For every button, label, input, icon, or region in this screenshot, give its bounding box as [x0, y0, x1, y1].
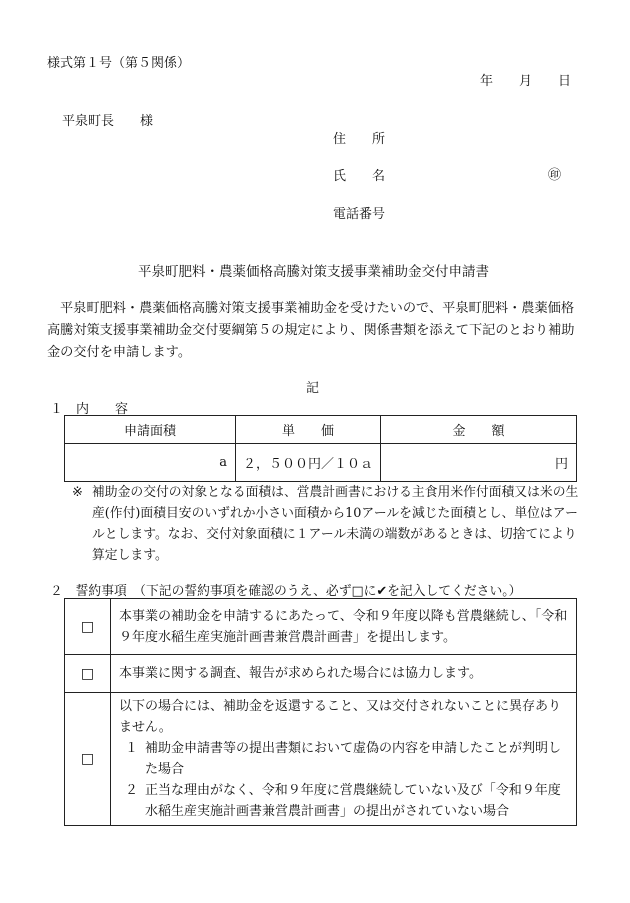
seal-mark: ㊞ [548, 168, 562, 183]
table-header-row [65, 416, 577, 444]
unit-price-value: ２，５００円／１０ａ [236, 444, 381, 482]
area-value: a [65, 444, 236, 482]
document-title: 平泉町肥料・農薬価格高騰対策支援事業補助金交付申請書 [138, 264, 489, 280]
sub-item-text: 正当な理由がなく、令和９年度に営農継続していない及び「令和９年度水稲生産実施計画書兼営農計画書」の提出がされていない場合 [145, 783, 561, 819]
pledge-intro: 以下の場合には、補助金を返還すること、又は交付されないことに異存ありません。 [119, 699, 562, 735]
section1-heading: １ 内 容 [50, 402, 129, 417]
table-row [65, 444, 577, 482]
intro-paragraph: 平泉町肥料・農薬価格高騰対策支援事業補助金を受けたいので、平泉町肥料・農薬価格高騰対策支援事業補助金交付要綱第５の規定により、関係書類を添えて下記のとおり補助金の交付を申請します。 [47, 301, 575, 360]
header-amount: 金 額 [381, 416, 577, 444]
note-mark: ※ [72, 485, 83, 500]
date-line: 年 月 日 [480, 74, 572, 89]
pledge-text-2: 本事業に関する調査、報告が求められた場合には協力します。 [111, 655, 577, 693]
addressee: 平泉町長 様 [62, 114, 154, 129]
amount-value: 円 [381, 444, 577, 482]
pledge-sub-item [119, 738, 568, 780]
name-label: 氏 名 [333, 169, 386, 184]
note-text: 補助金の交付の対象となる面積は、営農計画書における主食用米作付面積又は米の生産(作付)面積目安のいずれか小さい面積から10アールを減じた面積とし、単位はアールとします。なお、交付対象面積に１アール未満の端数があるときは、切捨てにより算定します。 [92, 485, 579, 563]
pledge-text-1: 本事業の補助金を申請するにあたって、令和９年度以降も営農継続し、「令和９年度水稲生産実施計画書兼営農計画書」を提出します。 [111, 599, 577, 655]
phone-label: 電話番号 [333, 207, 386, 222]
ki-heading: 記 [306, 381, 320, 396]
address-label: 住 所 [333, 132, 386, 147]
pledge-row [65, 599, 577, 655]
pledge-checkbox-1[interactable]: □ [65, 599, 111, 655]
pledge-table [64, 598, 577, 826]
pledge-row [65, 693, 577, 826]
pledge-text-3 [111, 693, 577, 826]
sub-item-text: 補助金申請書等の提出書類において虚偽の内容を申請したことが判明した場合 [145, 741, 562, 777]
header-area: 申請面積 [65, 416, 236, 444]
content-table [64, 415, 577, 482]
form-number: 様式第１号（第５関係） [47, 56, 191, 71]
header-unit-price: 単 価 [236, 416, 381, 444]
pledge-row [65, 655, 577, 693]
area-note [72, 482, 584, 566]
sub-item-number: １ [125, 741, 139, 756]
pledge-checkbox-2[interactable]: □ [65, 655, 111, 693]
section2-heading: ２ 誓約事項 （下記の誓約事項を確認のうえ、必ず□に✔を記入してください。） [50, 584, 522, 599]
pledge-checkbox-3[interactable]: □ [65, 693, 111, 826]
pledge-sub-item [119, 780, 568, 822]
sub-item-number: ２ [125, 783, 139, 798]
